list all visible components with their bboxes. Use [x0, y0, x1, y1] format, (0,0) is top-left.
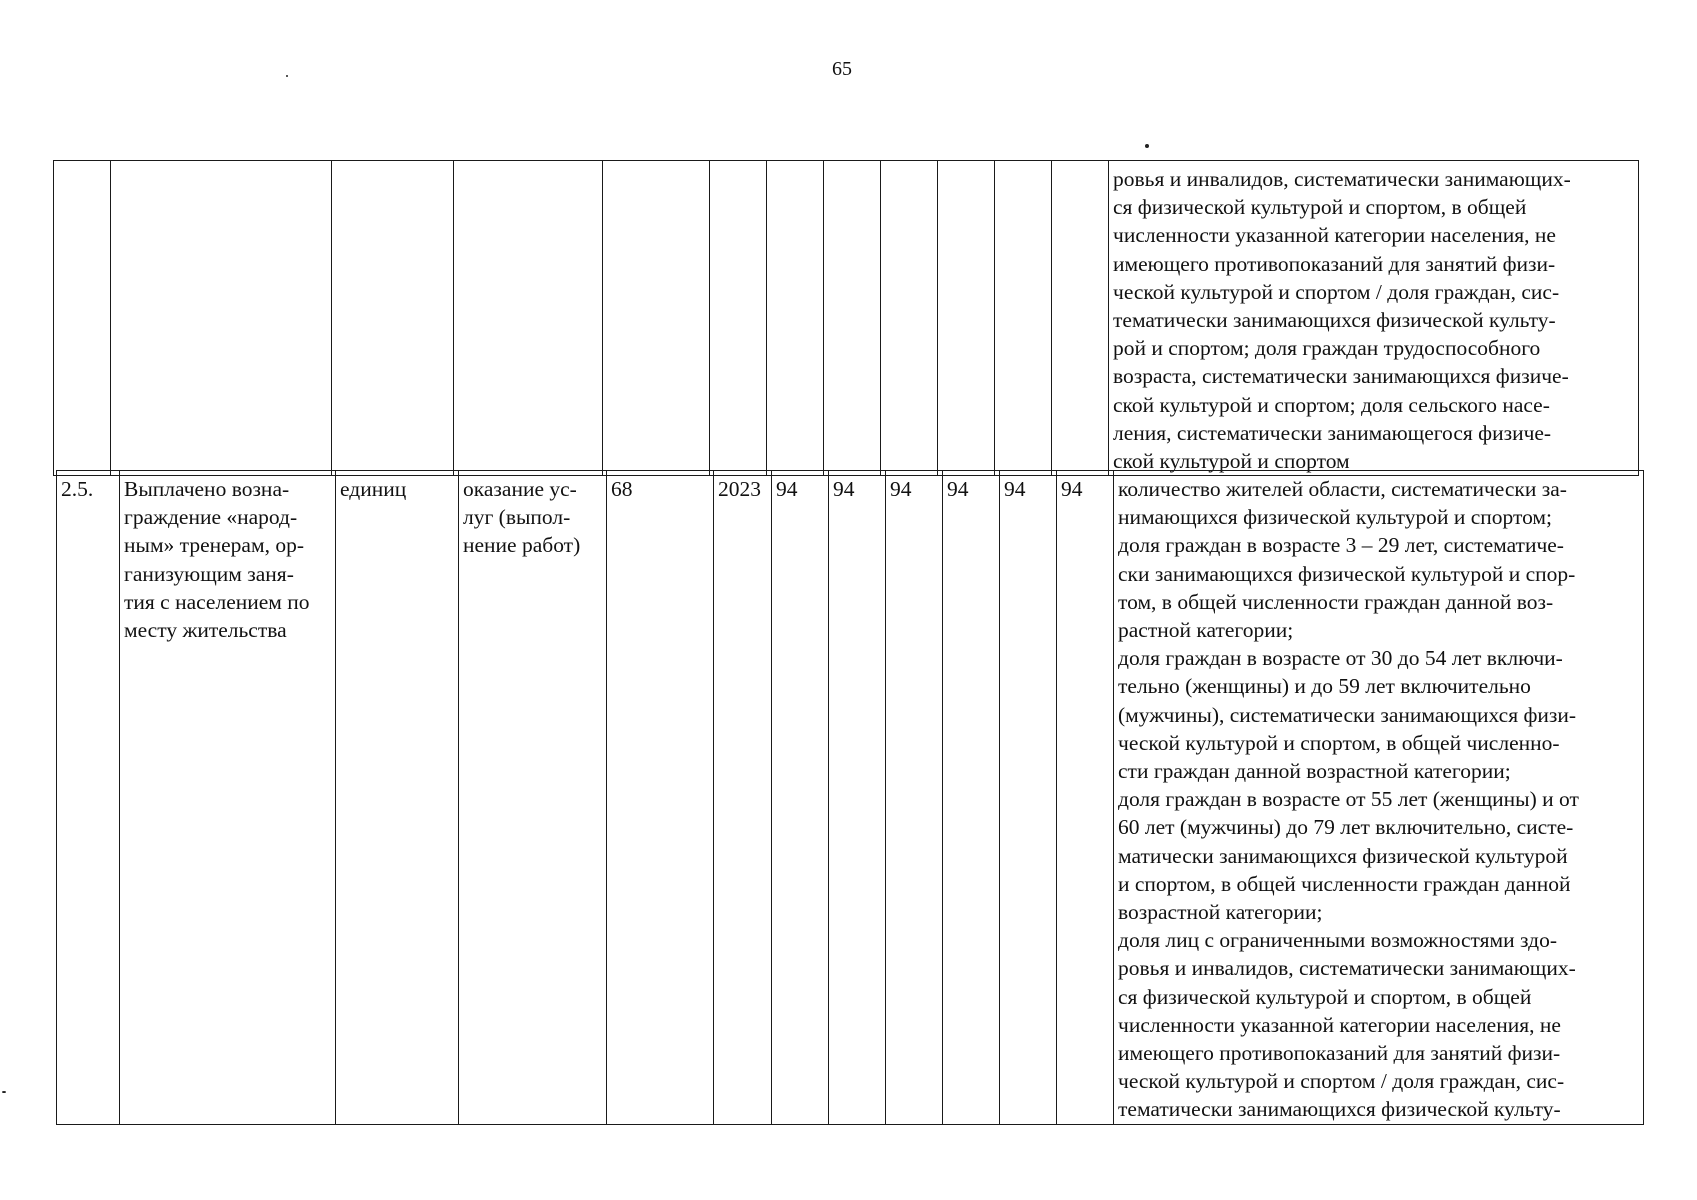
scan-dot [1145, 144, 1149, 148]
table-continued-row [53, 160, 1639, 476]
cell-value-6 [1052, 161, 1109, 476]
cell-value-4 [938, 161, 995, 476]
cell-name [111, 161, 332, 476]
cell-indicators: ровья и инвалидов, систематически занимающих- ся физической культурой и спортом, в общей численности указанной категории населения, не имеющего противопоказаний для занятий физи- ческой культурой и спортом / доля граждан, сис- тематически занимающихся физической культу- рой и спортом; доля граждан трудоспособного возраста, систематически занимающихся физиче- ской культурой и спортом; доля сельского насе- ления, систематически занимающегося физиче- ской культурой и спортом [1109, 161, 1639, 476]
cell-number [54, 161, 111, 476]
cell-type [454, 161, 603, 476]
cell-unit: единиц [336, 471, 459, 1125]
cell-type: оказание ус- луг (выпол- нение работ) [459, 471, 607, 1125]
table-row [57, 471, 1644, 1125]
table-row-2-5 [56, 470, 1644, 1125]
cell-value-5 [995, 161, 1052, 476]
page-number: 65 [832, 58, 852, 80]
cell-value-1 [767, 161, 824, 476]
cell-indicators: количество жителей области, систематически за- нимающихся физической культурой и спортом; доля граждан в возрасте 3 – 29 лет, систематиче- ски занимающихся физической культурой и спор- том, в общей численности граждан данной воз- растной категории; доля граждан в возрасте от 30 до 54 лет включи- тельно (женщины) и до 59 лет включительно (мужчины), систематически занимающихся физи- ческой культурой и спортом, в общей численно- сти граждан данной возрастной категории; доля граждан в возрасте от 55 лет (женщины) и от 60 лет (мужчины) до 79 лет включительно, систе- матически занимающихся физической культурой и спортом, в общей численности граждан данной возрастной категории; доля лиц с ограниченными возможностями здо- ровья и инвалидов, систематически занимающих- ся физической культурой и спортом, в общей численности указанной категории населения, не имеющего противопоказаний для занятий физи- ческой культурой и спортом / доля граждан, сис- тематически занимающихся физической культу- [1114, 471, 1644, 1125]
cell-year [710, 161, 767, 476]
cell-base-value: 68 [607, 471, 714, 1125]
cell-value-6: 94 [1057, 471, 1114, 1125]
cell-year: 2023 [714, 471, 772, 1125]
cell-unit [332, 161, 454, 476]
cell-name: Выплачено возна- граждение «народ- ным» тренерам, ор- ганизующим заня- тия с населением по месту жительства [120, 471, 336, 1125]
cell-value-3 [881, 161, 938, 476]
scan-dot [286, 75, 288, 77]
cell-base-value [603, 161, 710, 476]
cell-value-3: 94 [886, 471, 943, 1125]
cell-value-4: 94 [943, 471, 1000, 1125]
cell-value-5: 94 [1000, 471, 1057, 1125]
cell-number: 2.5. [57, 471, 120, 1125]
cell-value-1: 94 [772, 471, 829, 1125]
table-row [54, 161, 1639, 476]
scan-dot [2, 1091, 6, 1093]
cell-value-2 [824, 161, 881, 476]
cell-value-2: 94 [829, 471, 886, 1125]
